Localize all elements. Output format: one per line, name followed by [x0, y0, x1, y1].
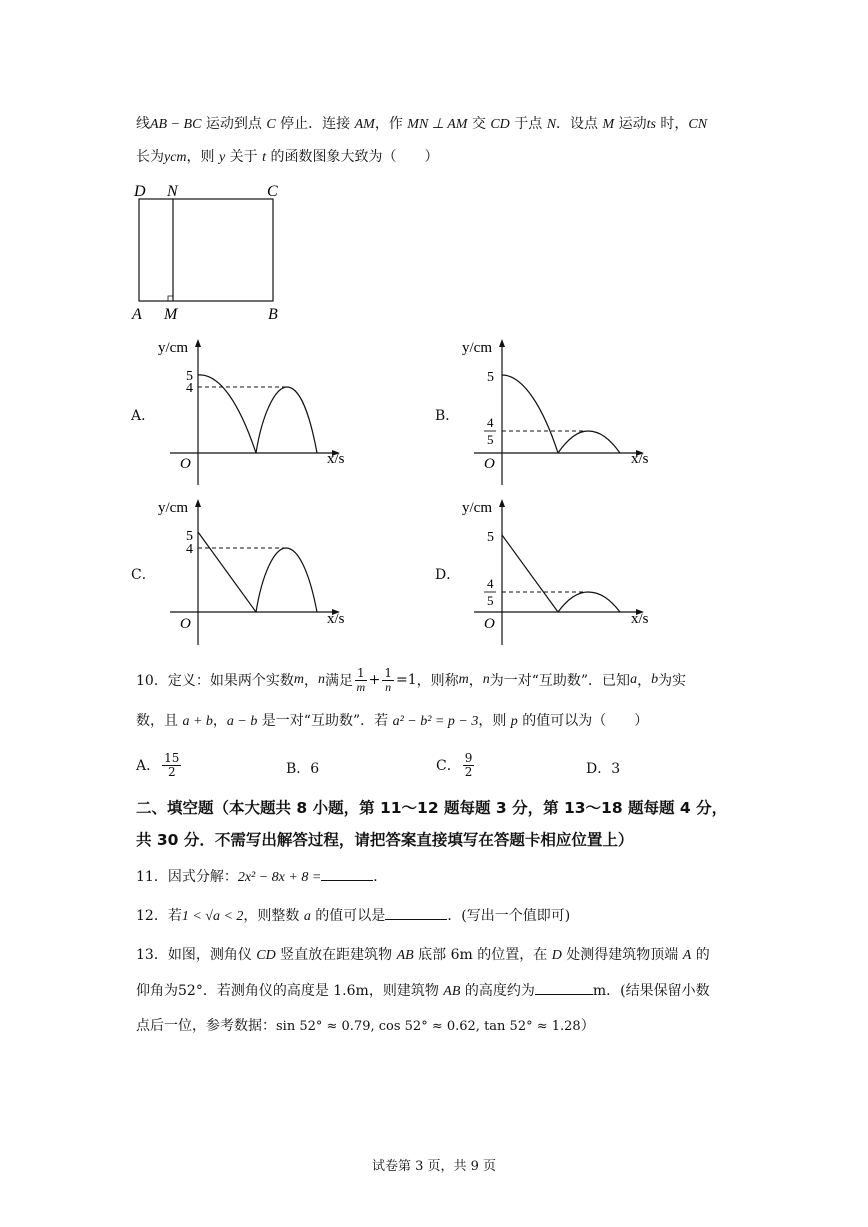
math: 52°: [178, 983, 203, 999]
section2-heading-line2: 共 30 分．不需写出解答过程，请把答案直接填写在答题卡相应位置上）: [136, 831, 634, 849]
text: 仰角为: [136, 983, 178, 999]
x-axis-label: x/s: [327, 611, 345, 627]
answer-blank[interactable]: [321, 868, 373, 881]
fraction-9-over-2: [463, 752, 475, 779]
y-axis-label: y/cm: [462, 500, 492, 516]
option-c-label: C．: [131, 567, 156, 583]
numerator: 1: [384, 665, 392, 680]
text: ，则: [186, 149, 219, 165]
numerator: 1: [356, 665, 365, 680]
math: ycm: [164, 150, 187, 165]
section2-heading-line1: 二、填空题（本大题共 8 小题，第 11～12 题每题 3 分，第 13～18 题每题 4 分，: [136, 799, 728, 817]
math: CN: [688, 117, 708, 132]
q12: [136, 905, 570, 925]
denominator: 2: [464, 764, 473, 779]
text: 点后一位，参考数据：: [136, 1018, 276, 1034]
text: 的: [691, 947, 710, 963]
frac-denominator: 5: [487, 593, 494, 608]
origin-label: O: [180, 616, 191, 632]
frac-numerator: 4: [487, 576, 494, 591]
text: 长为: [136, 149, 164, 165]
q11: [136, 866, 387, 886]
math: AB: [443, 984, 461, 999]
q13-line1: [136, 944, 710, 964]
frac-denominator: 5: [487, 432, 494, 447]
math: a − b: [226, 714, 258, 729]
text: 竖直放在距建筑物: [275, 947, 397, 963]
tick-4: 4: [186, 381, 193, 396]
text: 是一对“互助数”．若: [257, 713, 393, 729]
fraction-1-over-n: [382, 667, 394, 694]
text: 11．因式分解：: [136, 869, 238, 885]
graph-option-b: [454, 335, 669, 490]
y-axis-label: y/cm: [158, 340, 188, 356]
text: 的函数图象大致为（ ）: [266, 149, 439, 165]
math: a + b: [182, 714, 213, 729]
label-b: B: [268, 306, 278, 323]
math: A: [682, 948, 692, 963]
label-m: M: [164, 306, 178, 323]
numerator: 9: [464, 750, 473, 765]
math: b: [651, 672, 659, 687]
text: 为一对“互助数”．已知: [489, 673, 631, 689]
math: C: [266, 117, 276, 132]
tick-4: 4: [186, 542, 193, 557]
math: sin 52° ≈ 0.79, cos 52° ≈ 0.62, tan 52° ≈ 1.28: [276, 1019, 581, 1034]
frac-numerator: 4: [487, 415, 494, 430]
math: N: [546, 117, 557, 132]
denominator: m: [356, 679, 366, 694]
text: 为实: [658, 673, 687, 689]
math: =1: [395, 672, 417, 688]
tick-5: 5: [487, 370, 494, 385]
tick-5: 5: [186, 369, 193, 384]
q9-line2: [136, 146, 438, 166]
text: ，则称: [416, 673, 459, 689]
text: 12．若: [136, 908, 182, 924]
label-c: C: [267, 183, 278, 200]
origin-label: O: [180, 456, 191, 472]
graph-option-c: [150, 495, 365, 650]
tick-5: 5: [186, 529, 193, 544]
text: ，则整数: [243, 908, 304, 924]
math: CD: [256, 948, 276, 963]
text: 停止．连接: [275, 116, 355, 132]
q10-option-b: B．6: [286, 761, 320, 777]
x-axis-label: x/s: [327, 451, 345, 467]
math: AM: [354, 117, 375, 132]
q10-line2: [136, 710, 648, 730]
text: 线: [136, 116, 150, 132]
text: ．: [373, 869, 388, 885]
fraction-1-over-m: [355, 667, 367, 694]
math: 2x² − 8x + 8 =: [237, 870, 322, 885]
text: ，: [303, 673, 318, 689]
q10-line1: [136, 665, 686, 695]
option-a-label: A．: [131, 408, 156, 424]
text: ，: [468, 673, 483, 689]
text: 10．定义：如果两个实数: [136, 673, 294, 689]
math: n: [317, 672, 325, 687]
text: 数，且: [136, 713, 183, 729]
y-axis-label: y/cm: [462, 340, 492, 356]
math: t: [262, 150, 267, 165]
text: ，作: [374, 116, 408, 132]
math: a: [303, 909, 311, 924]
fraction-15-over-2: [162, 752, 181, 779]
math: p: [510, 714, 518, 729]
label-n: N: [167, 183, 178, 200]
label-d: D: [134, 183, 146, 200]
numerator: 15: [164, 750, 180, 765]
answer-blank[interactable]: [535, 982, 593, 995]
math: ts: [646, 117, 656, 132]
text: 运动到点: [201, 116, 267, 132]
q10-option-a: [136, 748, 183, 782]
math: m: [458, 672, 469, 687]
math: a: [630, 672, 638, 687]
plus: +: [368, 672, 381, 688]
y-axis-label: y/cm: [158, 500, 188, 516]
text: 的高度约为: [460, 983, 535, 999]
q10-option-c: [436, 748, 476, 782]
math: M: [602, 117, 615, 132]
text: m．(结果保留小数: [592, 983, 710, 999]
graph-option-a: [150, 335, 365, 490]
text: 满足: [324, 673, 353, 689]
q13-line2: [136, 980, 710, 1000]
math: AB: [396, 948, 414, 963]
tick-5: 5: [487, 530, 494, 545]
text: ．(写出一个值即可): [447, 908, 571, 924]
math: 1 < √a < 2: [181, 909, 244, 924]
text: 运动: [614, 116, 647, 132]
math: m: [293, 672, 304, 687]
x-axis-label: x/s: [631, 611, 649, 627]
origin-label: O: [484, 456, 495, 472]
text: 时，: [655, 116, 689, 132]
text: ，: [212, 713, 227, 729]
math: MN ⊥ AM: [407, 117, 468, 132]
q9-line1: [136, 113, 707, 133]
text: ．设点: [556, 116, 603, 132]
text: 关于: [225, 149, 263, 165]
math: AB − BC: [150, 117, 202, 132]
graph-option-d: [454, 495, 669, 650]
q10-option-d: D．3: [586, 761, 621, 777]
text: ，: [637, 673, 652, 689]
text: ）: [580, 1018, 595, 1034]
rectangle-figure: [125, 178, 290, 326]
math: a² − b² = p − 3: [392, 714, 479, 729]
math: D: [551, 948, 562, 963]
math: n: [482, 672, 490, 687]
text: 交: [467, 116, 491, 132]
math: y: [219, 150, 226, 165]
option-label: A．: [136, 758, 161, 774]
denominator: 2: [167, 764, 176, 779]
q13-line3: [136, 1015, 595, 1035]
denominator: n: [385, 679, 392, 694]
text: 13．如图，测角仪: [136, 947, 257, 963]
text: 的值可以是: [310, 908, 386, 924]
text: ，则: [478, 713, 511, 729]
label-a: A: [132, 306, 142, 323]
text: 的值可以为（ ）: [517, 713, 649, 729]
text: 底部 6m 的位置，在: [413, 947, 552, 963]
answer-blank[interactable]: [385, 907, 447, 920]
text: 于点: [509, 116, 547, 132]
option-b-label: B．: [435, 408, 460, 424]
text: 处测得建筑物顶端: [561, 947, 683, 963]
text: ．若测角仪的高度是 1.6m，则建筑物: [202, 983, 444, 999]
math: CD: [490, 117, 510, 132]
x-axis-label: x/s: [631, 451, 649, 467]
origin-label: O: [484, 616, 495, 632]
option-d-label: D．: [435, 567, 461, 583]
page-footer: 试卷第 3 页，共 9 页: [371, 1159, 497, 1174]
option-label: C．: [436, 758, 461, 774]
